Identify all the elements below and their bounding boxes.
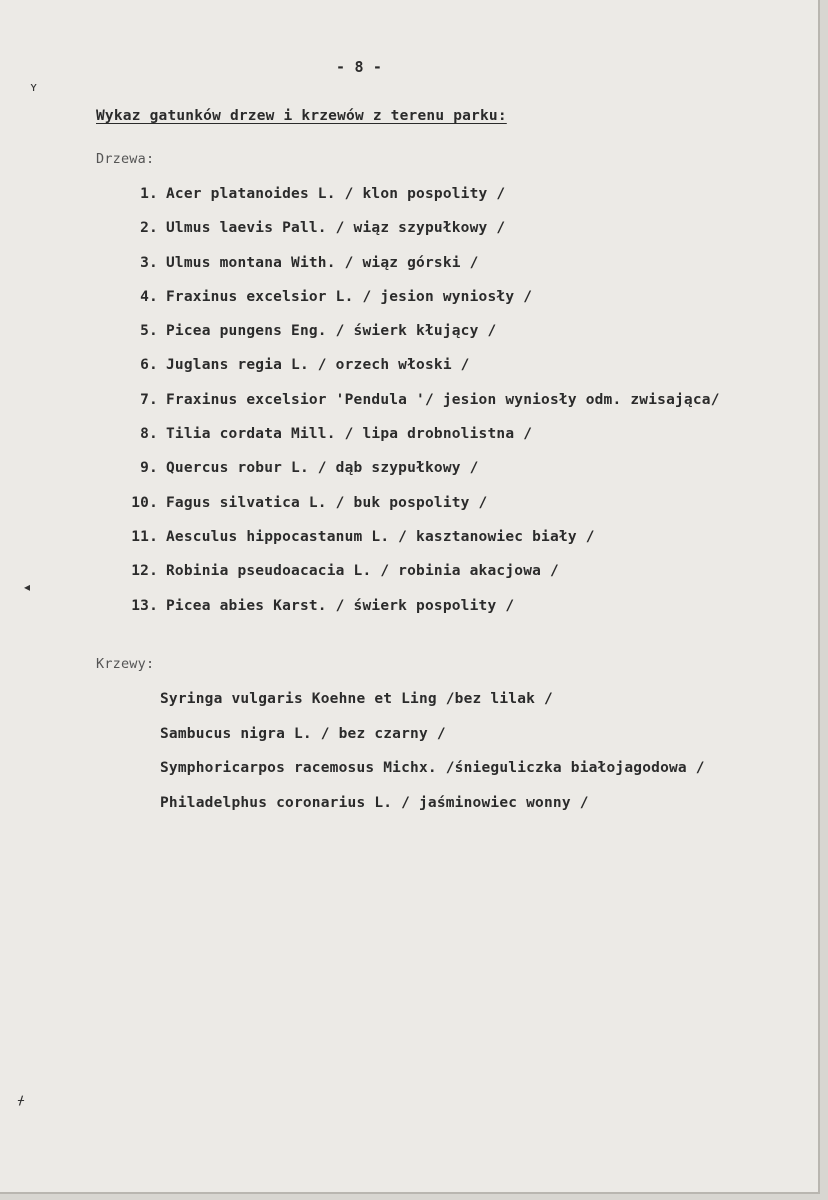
tree-text: Robinia pseudoacacia L. / robinia akacjowa /	[166, 563, 559, 580]
tree-text: Fagus silvatica L. / buk pospolity /	[166, 494, 488, 511]
tree-number: 7.	[140, 391, 158, 408]
tree-item	[110, 493, 720, 527]
tree-text: Juglans regia L. / orzech włoski /	[166, 357, 470, 374]
tree-number: 4.	[140, 288, 158, 305]
tree-item	[110, 390, 720, 424]
shrubs-section-label: Krzewy:	[96, 656, 155, 672]
margin-tick-mark: ◂	[24, 580, 31, 594]
shrub-item: Symphoricarpos racemosus Michx. /śnieguliczka białojagodowa /	[160, 760, 705, 776]
tree-text: Acer platanoides L. / klon pospolity /	[166, 186, 506, 202]
shrub-item: Sambucus nigra L. / bez czarny /	[160, 725, 446, 742]
margin-tick-mark: ᚋ	[18, 1093, 25, 1107]
tree-number: 5.	[140, 323, 158, 340]
tree-text: Quercus robur L. / dąb szypułkowy /	[166, 460, 479, 477]
tree-number: 2.	[140, 220, 158, 237]
shrub-item: Philadelphus coronarius L. / jaśminowiec wonny /	[160, 794, 589, 811]
tree-number: 1.	[140, 186, 158, 202]
tree-number: 11.	[131, 528, 158, 545]
tree-item	[110, 424, 720, 458]
tree-number: 13.	[131, 597, 158, 614]
tree-number: 8.	[140, 426, 158, 443]
margin-tick-mark: ʏ	[30, 80, 38, 94]
shrubs-list	[160, 689, 705, 827]
tree-item	[110, 184, 720, 218]
tree-item	[110, 218, 720, 252]
tree-item	[110, 287, 720, 321]
tree-text: Ulmus laevis Pall. / wiąz szypułkowy /	[166, 220, 506, 237]
tree-item	[110, 355, 720, 389]
document-heading: Wykaz gatunków drzew i krzewów z terenu parku:	[96, 108, 507, 124]
tree-text: Fraxinus excelsior L. / jesion wyniosły /	[166, 288, 533, 305]
page-number: - 8 -	[336, 58, 383, 76]
tree-number: 3.	[140, 254, 158, 271]
tree-text: Fraxinus excelsior 'Pendula '/ jesion wyniosły odm. zwisająca/	[166, 391, 720, 408]
tree-item	[110, 253, 720, 287]
tree-number: 10.	[131, 494, 158, 511]
tree-text: Tilia cordata Mill. / lipa drobnolistna /	[166, 426, 533, 443]
tree-text: Picea pungens Eng. / świerk kłujący /	[166, 323, 497, 340]
shrub-item: Syringa vulgaris Koehne et Ling /bez lilak /	[160, 691, 553, 707]
tree-number: 12.	[131, 563, 158, 580]
tree-text: Ulmus montana With. / wiąz górski /	[166, 254, 479, 271]
tree-item	[110, 321, 720, 355]
tree-number: 6.	[140, 357, 158, 374]
tree-item	[110, 527, 720, 561]
tree-item	[110, 561, 720, 595]
tree-text: Aesculus hippocastanum L. / kasztanowiec biały /	[166, 528, 595, 545]
trees-list	[110, 184, 720, 630]
tree-text: Picea abies Karst. / świerk pospolity /	[166, 597, 515, 614]
tree-item	[110, 596, 720, 630]
trees-section-label: Drzewa:	[96, 151, 155, 167]
tree-number: 9.	[140, 460, 158, 477]
tree-item	[110, 458, 720, 492]
